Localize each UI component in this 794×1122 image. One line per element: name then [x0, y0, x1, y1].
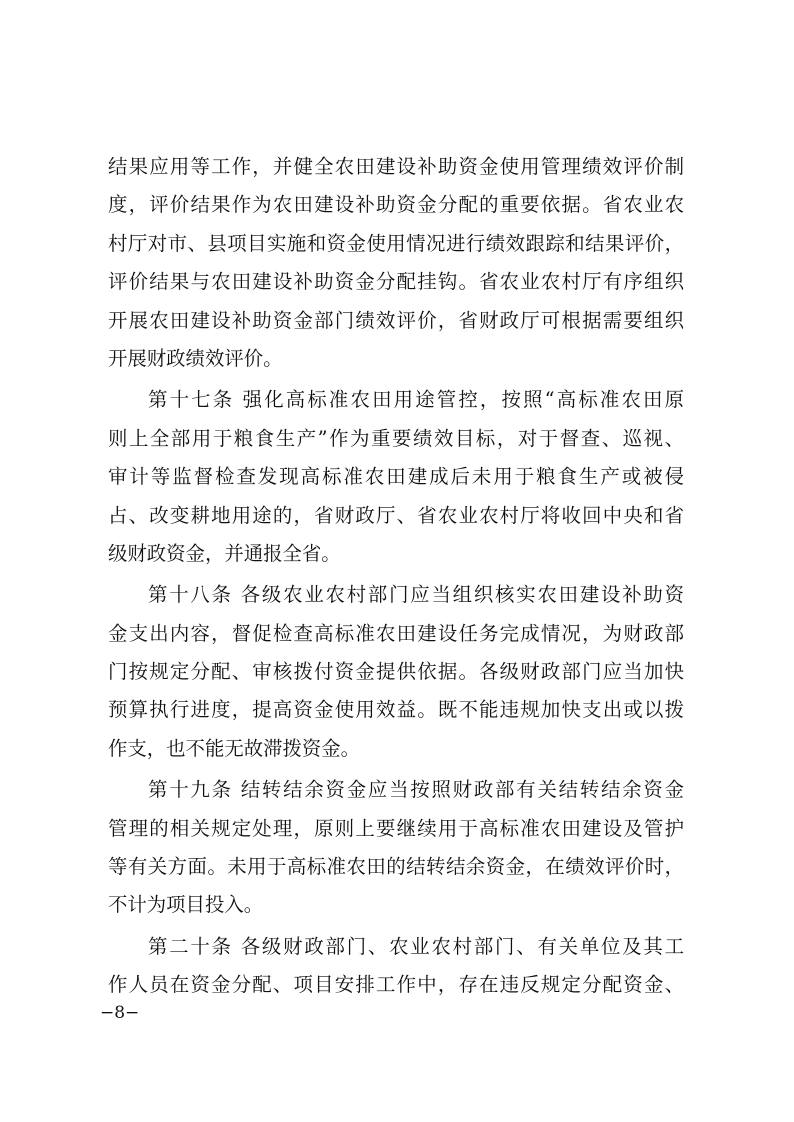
paragraph-article-19	[108, 771, 684, 925]
text-line: 作人员在资金分配、项目安排工作中，存在违反规定分配资金、	[108, 973, 684, 997]
text-line: 开展财政绩效评价。	[108, 346, 283, 370]
paragraph-article-20	[108, 928, 684, 1005]
text-line: 则上全部用于粮食生产”作为重要绩效目标，对于督查、巡视、	[108, 426, 684, 450]
text-line: 度，评价结果作为农田建设补助资金分配的重要依据。省农业农	[108, 193, 684, 217]
text-line: 开展农田建设补助资金部门绩效评价，省财政厅可根据需要组织	[108, 308, 684, 332]
text-line: 占、改变耕地用途的，省财政厅、省农业农村厅将收回中央和省	[108, 503, 684, 527]
text-line: 级财政资金，并通报全省。	[108, 541, 341, 565]
text-line: 第十七条 强化高标准农田用途管控，按照“高标准农田原	[148, 388, 684, 412]
paragraph-performance-evaluation	[108, 148, 684, 378]
text-line: 村厅对市、县项目实施和资金使用情况进行绩效跟踪和结果评价，	[108, 231, 684, 255]
text-line: 金支出内容，督促检查高标准农田建设任务完成情况，为财政部	[108, 621, 684, 645]
text-line: 审计等监督检查发现高标准农田建成后未用于粮食生产或被侵	[108, 465, 684, 489]
text-line: 门按规定分配、审核拨付资金提供依据。各级财政部门应当加快	[108, 660, 684, 684]
text-line: 第二十条 各级财政部门、农业农村部门、有关单位及其工	[148, 934, 684, 958]
text-line: 不计为项目投入。	[108, 893, 264, 917]
text-line: 作支，也不能无故滞拨资金。	[108, 736, 361, 760]
page-number: −8−	[100, 1003, 140, 1023]
text-line: 管理的相关规定处理，原则上要继续用于高标准农田建设及管护	[108, 816, 684, 840]
paragraph-article-18	[108, 576, 684, 768]
paragraph-article-17	[108, 381, 684, 573]
text-line: 第十九条 结转结余资金应当按照财政部有关结转结余资金	[148, 778, 684, 802]
text-line: 评价结果与农田建设补助资金分配挂钩。省农业农村厅有序组织	[108, 270, 684, 294]
document-body	[108, 148, 684, 1005]
text-line: 预算执行进度，提高资金使用效益。既不能违规加快支出或以拨	[108, 698, 684, 722]
text-line: 等有关方面。未用于高标准农田的结转结余资金，在绩效评价时，	[108, 855, 684, 879]
text-line: 第十八条 各级农业农村部门应当组织核实农田建设补助资	[148, 583, 684, 607]
text-line: 结果应用等工作，并健全农田建设补助资金使用管理绩效评价制	[108, 155, 684, 178]
